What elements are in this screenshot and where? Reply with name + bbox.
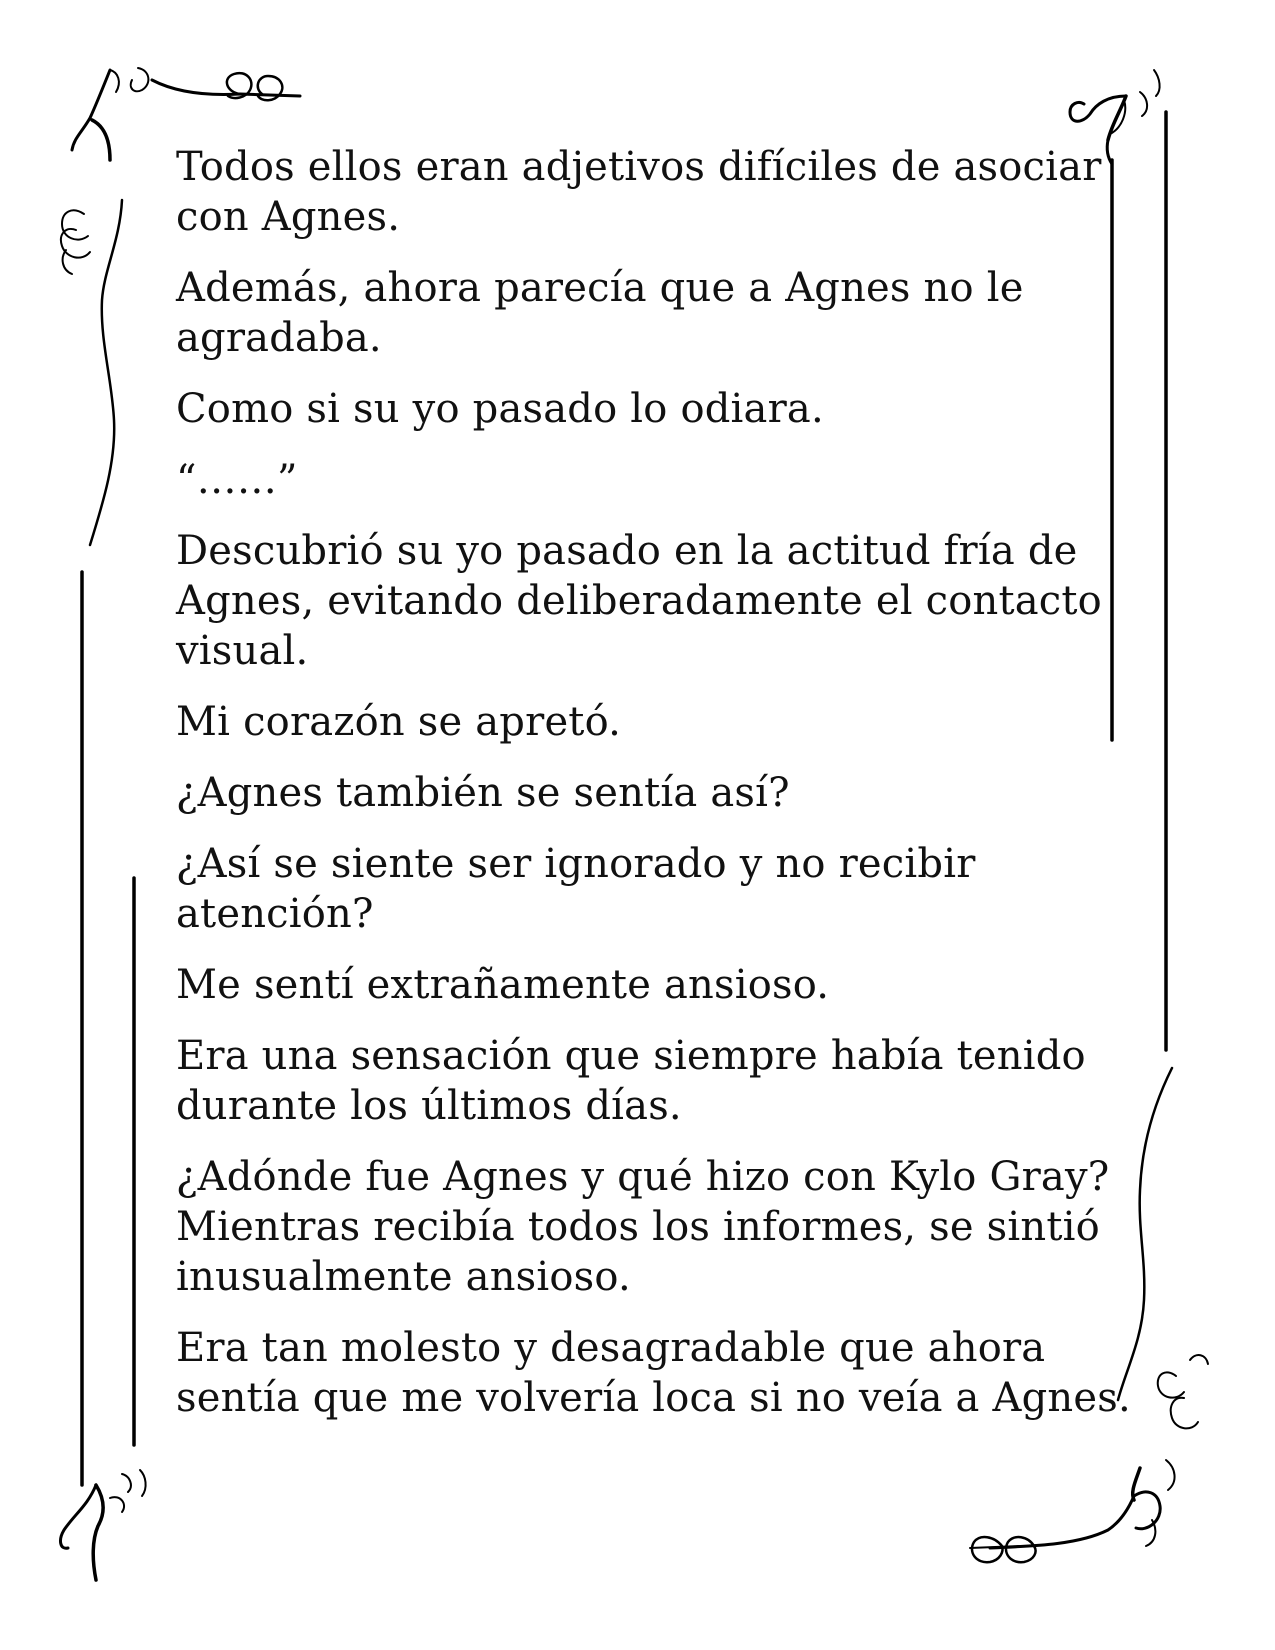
text-line: atención? bbox=[176, 891, 374, 937]
text-line: Agnes, evitando deliberadamente el contacto bbox=[176, 578, 1102, 624]
text-line: Era una sensación que siempre había tenido bbox=[176, 1033, 1086, 1079]
paragraph bbox=[176, 142, 1102, 242]
paragraph bbox=[176, 1031, 1086, 1131]
text-line: sentía que me volvería loca si no veía a Agnes. bbox=[176, 1375, 1131, 1421]
text-line: con Agnes. bbox=[176, 194, 401, 240]
text-line: ¿Así se siente ser ignorado y no recibir bbox=[176, 841, 976, 887]
paragraph bbox=[176, 384, 1081, 434]
paragraph bbox=[176, 1152, 1110, 1302]
paragraph bbox=[176, 839, 1081, 939]
paragraph bbox=[176, 697, 1081, 747]
text-line: durante los últimos días. bbox=[176, 1083, 682, 1129]
paragraph bbox=[176, 768, 1081, 818]
text-line: “……” bbox=[176, 457, 298, 503]
text-line: Como si su yo pasado lo odiara. bbox=[176, 386, 824, 432]
paragraph bbox=[176, 455, 1081, 505]
text-line: Me sentí extrañamente ansioso. bbox=[176, 962, 830, 1008]
text-line: Era tan molesto y desagradable que ahora bbox=[176, 1325, 1046, 1371]
paragraph bbox=[176, 526, 1102, 676]
paragraph bbox=[176, 263, 1081, 363]
text-line: Descubrió su yo pasado en la actitud fría de bbox=[176, 528, 1078, 574]
text-line: Mientras recibía todos los informes, se sintió bbox=[176, 1204, 1100, 1250]
story-text bbox=[176, 142, 1131, 1444]
text-line: ¿Agnes también se sentía así? bbox=[176, 770, 790, 816]
text-line: agradaba. bbox=[176, 315, 382, 361]
text-line: inusualmente ansioso. bbox=[176, 1254, 631, 1300]
text-line: visual. bbox=[176, 628, 309, 674]
text-line: Además, ahora parecía que a Agnes no le bbox=[176, 265, 1024, 311]
text-line: Todos ellos eran adjetivos difíciles de asociar bbox=[176, 144, 1102, 190]
text-line: Mi corazón se apretó. bbox=[176, 699, 622, 745]
paragraph bbox=[176, 960, 1081, 1010]
bottom-left-flourish-ornament bbox=[61, 1470, 146, 1580]
paragraph bbox=[176, 1323, 1131, 1423]
text-line: ¿Adónde fue Agnes y qué hizo con Kylo Gray? bbox=[176, 1154, 1110, 1200]
